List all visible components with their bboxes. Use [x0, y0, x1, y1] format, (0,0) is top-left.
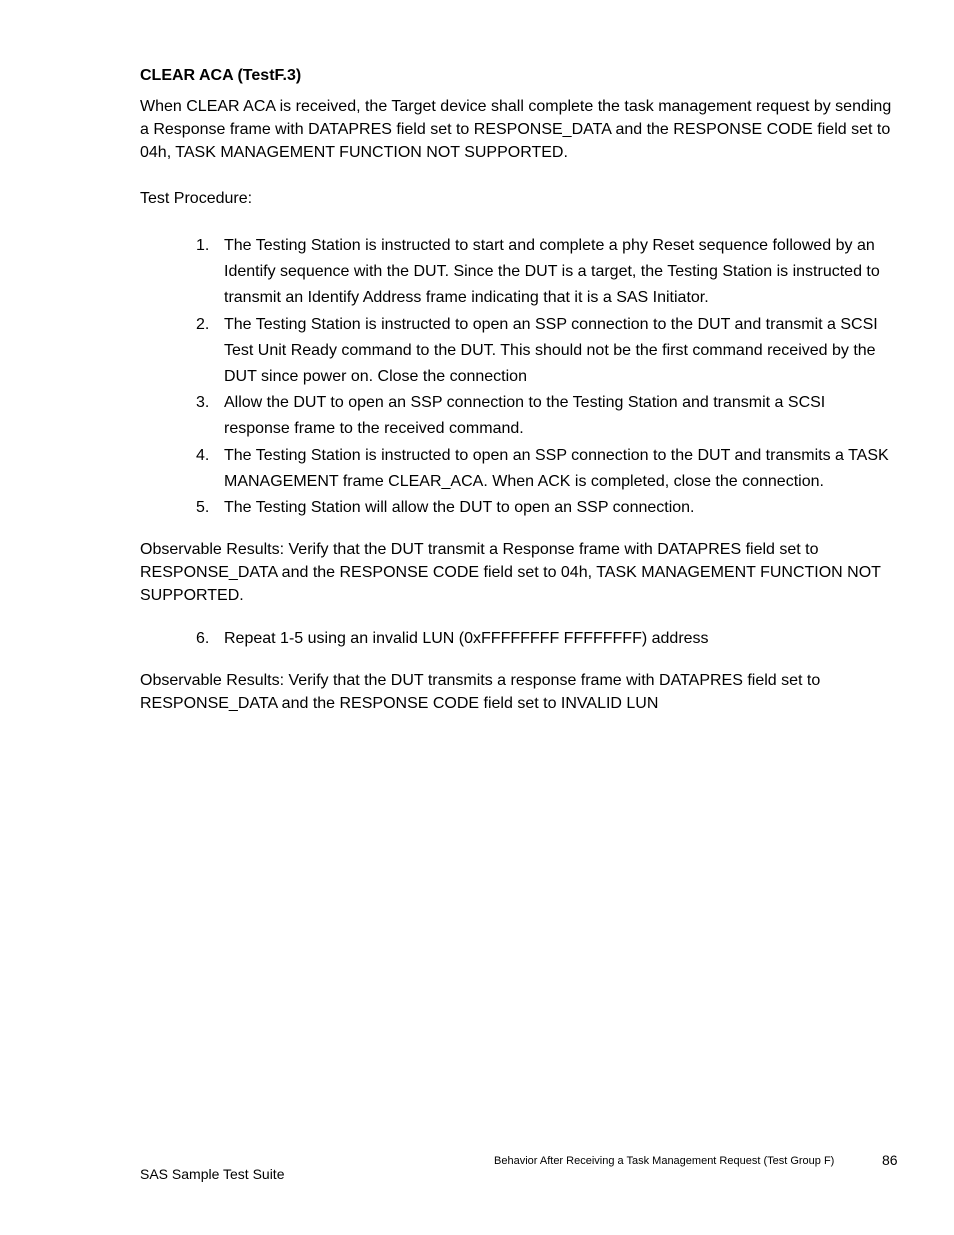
step-text: The Testing Station will allow the DUT to open an SSP connection. [224, 499, 695, 517]
list-item [140, 626, 892, 652]
intro-paragraph: When CLEAR ACA is received, the Target device shall complete the task management request by sending a Response frame with DATAPRES field set to RESPONSE_DATA and the RESPONSE CODE field set to 04h, TASK MANAGEMENT FUNCTION NOT SUPPORTED. [140, 98, 892, 161]
step-text: The Testing Station is instructed to open an SSP connection to the DUT and transmit a SCSI Test Unit Ready command to the DUT. This should not be the first command received by the DUT since power on. Close the connection [224, 315, 878, 386]
footer-doc-title: SAS Sample Test Suite [140, 1166, 285, 1182]
list-item [140, 443, 892, 495]
footer-group-title: Behavior After Receiving a Task Management Request (Test Group F) [494, 1155, 835, 1167]
list-item [140, 495, 892, 521]
document-body [140, 64, 892, 715]
procedure-steps [140, 233, 892, 521]
step-number: 2. [196, 315, 210, 333]
list-item [140, 390, 892, 442]
step-text: Allow the DUT to open an SSP connection to the Testing Station and transmit a SCSI response frame to the received command. [224, 394, 826, 438]
section-heading: CLEAR ACA (TestF.3) [140, 67, 302, 84]
step-number: 1. [196, 237, 210, 254]
repeat-step [140, 626, 892, 652]
procedure-label: Test Procedure: [140, 190, 253, 207]
step-number: 3. [196, 394, 210, 412]
list-item [140, 233, 892, 312]
step-number: 6. [196, 630, 210, 648]
observable-results-2: Observable Results: Verify that the DUT transmits a response frame with DATAPRES field set to RESPONSE_DATA and the RESPONSE CODE field set to INVALID LUN [140, 672, 821, 713]
step-text: The Testing Station is instructed to start and complete a phy Reset sequence followed by an Identify sequence with the DUT. Since the DUT is a target, the Testing Station is instructed to transmit an Identify Address frame indicating that it is a SAS Initiator. [224, 237, 880, 307]
list-item [140, 312, 892, 391]
step-number: 4. [196, 446, 210, 464]
observable-results-1: Observable Results: Verify that the DUT transmit a Response frame with DATAPRES field set to RESPONSE_DATA and the RESPONSE CODE field set to 04h, TASK MANAGEMENT FUNCTION NOT SUPPORTED. [140, 541, 881, 605]
step-text: The Testing Station is instructed to open an SSP connection to the DUT and transmits a TASK MANAGEMENT frame CLEAR_ACA. When ACK is completed, close the connection. [224, 446, 889, 490]
step-text: Repeat 1-5 using an invalid LUN (0xFFFFFFFF FFFFFFFF) address [224, 630, 709, 648]
step-number: 5. [196, 499, 210, 517]
page-number: 86 [882, 1152, 898, 1168]
